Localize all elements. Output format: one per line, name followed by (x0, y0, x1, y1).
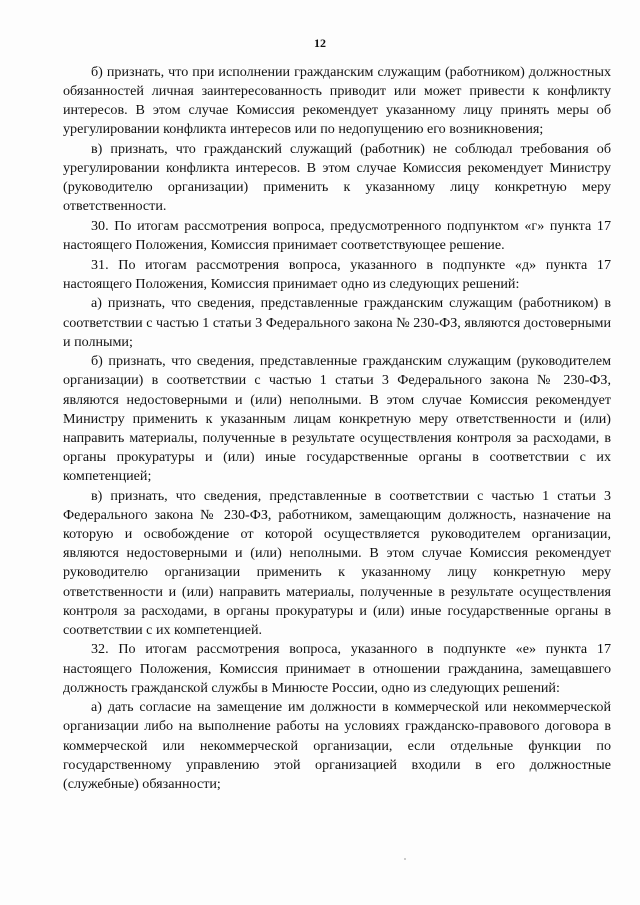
document-body (63, 63, 611, 794)
scan-artifact (404, 858, 406, 860)
page-number: 12 (314, 36, 326, 50)
paragraph-31a: а) признать, что сведения, представленные гражданским служащим (работником) в соответствии с частью 1 статьи 3 Федерального закона № 230-ФЗ, являются достоверными и полными; (63, 295, 611, 350)
paragraph-30: 30. По итогам рассмотрения вопроса, предусмотренного подпунктом «г» пункта 17 настоящего Положения, Комиссия принимает соответствующее решение. (63, 218, 611, 254)
paragraph-31: 31. По итогам рассмотрения вопроса, указанного в подпункте «д» пункта 17 настоящего Положения, Комиссия принимает одно из следующих решений: (63, 256, 611, 292)
paragraph-32: 32. По итогам рассмотрения вопроса, указанного в подпункте «е» пункта 17 настоящего Положения, Комиссия принимает в отношении гражданина, замещавшего должность гражданской службы в Минюсте России, одно из следующих решений: (63, 641, 611, 696)
paragraph-29b: б) признать, что при исполнении гражданским служащим (работником) должностных обязанностей личная заинтересованность приводит или может привести к конфликту интересов. В этом случае Комиссия рекомендует указанному лицу принять меры об урегулировании конфликта интересов или по недопущению его возникновения; (63, 64, 611, 138)
paragraph-31b: б) признать, что сведения, представленные гражданским служащим (руководителем организации) в соответствии с частью 1 статьи 3 Федерального закона № 230-ФЗ, являются недостоверными и (или) неполными. В этом случае Комиссия рекомендует Министру применить к указанным лицам конкретную меру ответственности и (или) направить материалы, полученные в результате осуществления контроля за расходами, в органы прокуратуры и (или) иные государственные органы в соответствии с их компетенцией; (63, 353, 611, 485)
paragraph-32a: а) дать согласие на замещение им должности в коммерческой или некоммерческой организации либо на выполнение работы на условиях гражданско-правового договора в коммерческой или некоммерческой организации, если отдельные функции по государственному управлению этой организацией входили в его должностные (служебные) обязанности; (63, 699, 611, 792)
paragraph-31c: в) признать, что сведения, представленные в соответствии с частью 1 статьи 3 Федерального закона № 230-ФЗ, работником, замещающим должность, назначение на которую и освобождение от которой осуществляется руководителем организации, являются недостоверными и (или) неполными. В этом случае Комиссия рекомендует руководителю организации применить к указанному лицу конкретную меру ответственности и (или) направить материалы, полученные в результате осуществления контроля за расходами, в органы прокуратуры и (или) иные государственные органы в соответствии с их компетенцией. (63, 487, 611, 638)
paragraph-29c: в) признать, что гражданский служащий (работник) не соблюдал требования об урегулировании конфликта интересов. В этом случае Комиссия рекомендует Министру (руководителю организации) применить к указанному лицу конкретную меру ответственности. (63, 141, 611, 215)
